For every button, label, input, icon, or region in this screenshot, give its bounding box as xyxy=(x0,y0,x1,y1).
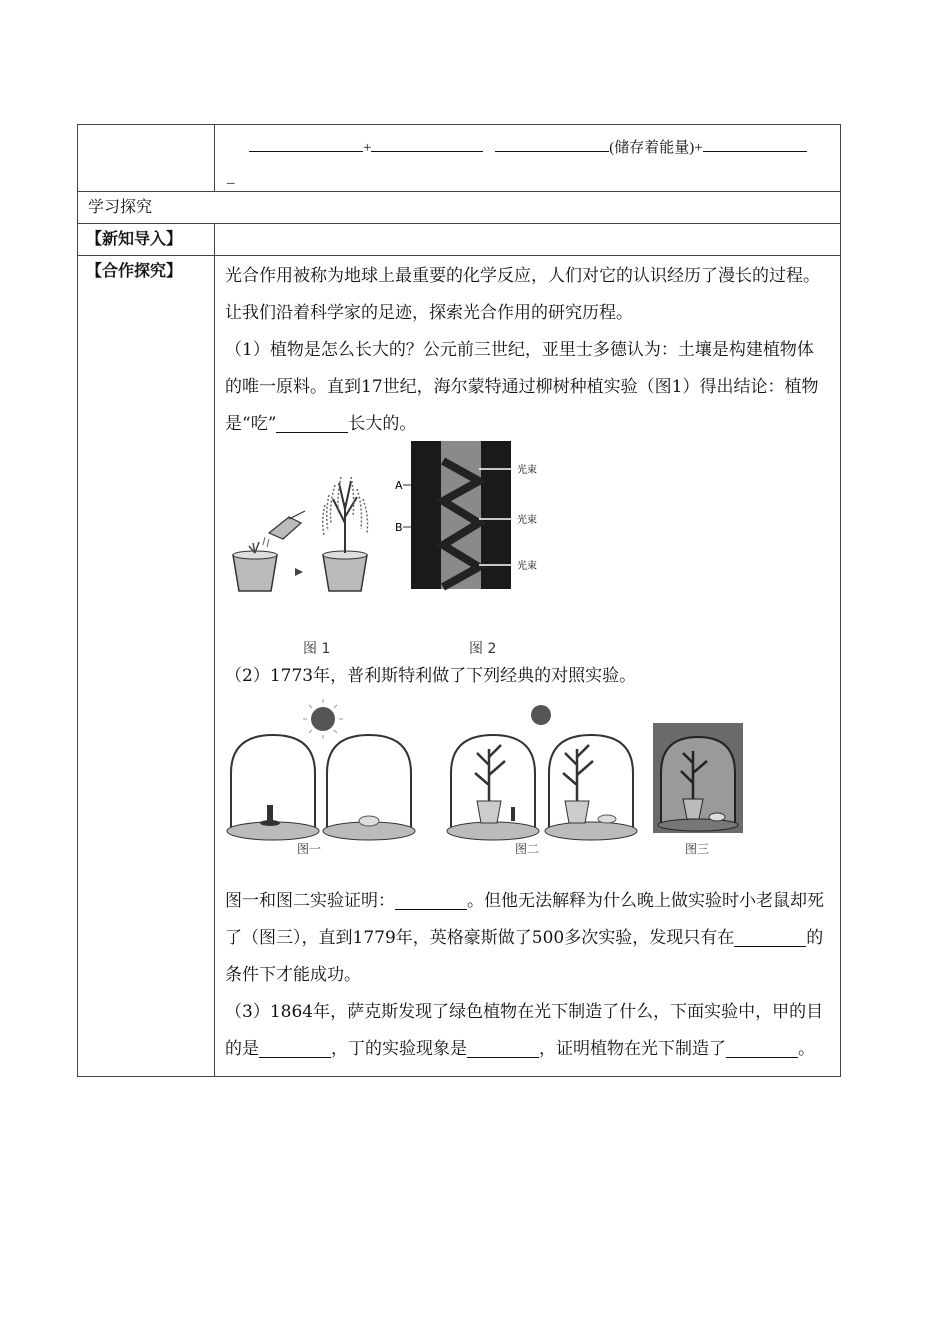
fig2-label-b: B xyxy=(395,521,403,534)
fig2-light-label-1: 光束 xyxy=(517,465,537,476)
formula-energy-text: (储存着能量)+ xyxy=(609,140,703,156)
formula-blank-2[interactable] xyxy=(371,134,483,152)
intro-paragraph: 光合作用被称为地球上最重要的化学反应，人们对它的认识经历了漫长的过程。让我们沿着科学家的足迹，探索光合作用的研究历程。 xyxy=(225,266,820,323)
q2-result-text-a: 图一和图二实验证明： xyxy=(225,891,395,911)
formula-blank-4[interactable] xyxy=(703,134,807,152)
question-1 xyxy=(225,332,830,443)
formula-row xyxy=(78,125,841,192)
question-1-blank[interactable] xyxy=(276,410,348,433)
new-knowledge-label-cell xyxy=(78,224,215,256)
question-3 xyxy=(225,994,830,1068)
formula-blank-1[interactable] xyxy=(249,134,363,152)
new-knowledge-label: 【新知导入】 xyxy=(86,229,183,248)
q3-blank-1[interactable] xyxy=(259,1035,331,1058)
question-2-result xyxy=(225,883,830,994)
question-1-text-end: 长大的。 xyxy=(348,414,417,434)
worksheet-table xyxy=(77,124,841,1077)
q2-blank-1[interactable] xyxy=(395,887,467,910)
cooperation-label: 【合作探究】 xyxy=(86,261,183,280)
priestley-experiment-figure xyxy=(225,695,745,880)
q3-text-a: （3）1864年，萨克斯发现了绿色植物在光下制造了什么，下面实验中，甲的目的是 xyxy=(225,1002,824,1059)
figure-1-caption: 图 1 xyxy=(303,641,331,657)
figure-row-1 xyxy=(225,443,830,658)
fig2-light-label-3: 光束 xyxy=(517,561,537,572)
q3-blank-2[interactable] xyxy=(467,1035,539,1058)
question-1-text: （1）植物是怎么长大的？公元前三世纪，亚里士多德认为：土壤是构建植物体的唯一原料。直到17世纪，海尔蒙特通过柳树种植实验（图1）得出结论：植物是“吃” xyxy=(225,340,819,434)
fig2-label-a: A xyxy=(395,479,403,492)
new-knowledge-row xyxy=(78,224,841,256)
formula-cell xyxy=(215,125,841,192)
q3-text-b: ，丁的实验现象是 xyxy=(331,1039,467,1059)
figure-2-caption: 图 2 xyxy=(469,641,497,657)
q2-result-text-c: 的条件下才能成功。 xyxy=(225,928,824,985)
q3-blank-3[interactable] xyxy=(726,1035,798,1058)
section-row xyxy=(78,192,841,224)
question-2: （2）1773年，普利斯特利做了下列经典的对照实验。 xyxy=(225,666,637,686)
cooperation-label-cell xyxy=(78,256,215,1077)
formula-plus-1: + xyxy=(363,140,372,156)
formula-tail: _ xyxy=(227,170,235,186)
q2-blank-2[interactable] xyxy=(734,924,806,947)
section-title-cell xyxy=(78,192,841,224)
cooperation-content-cell xyxy=(215,256,841,1077)
figure-a-caption: 图一 xyxy=(297,842,322,856)
formula-blank-3[interactable] xyxy=(495,134,609,152)
formula-left-cell xyxy=(78,125,215,192)
algae-light-figure xyxy=(393,441,563,593)
q2-result-text-b: 。但他无法解释为什么晚上做实验时小老鼠却死了（图三），直到1779年，英格豪斯做了500多次实验，发现只有在 xyxy=(225,891,824,948)
new-knowledge-content-cell xyxy=(215,224,841,256)
section-title: 学习探究 xyxy=(88,197,153,216)
fig2-light-label-2: 光束 xyxy=(517,515,537,526)
figure-c-caption: 图三 xyxy=(685,842,710,856)
willow-experiment-figure xyxy=(225,453,395,603)
q3-text-d: 。 xyxy=(798,1039,815,1059)
q3-text-c: ，证明植物在光下制造了 xyxy=(539,1039,726,1059)
cooperation-row xyxy=(78,256,841,1077)
figure-b-caption: 图二 xyxy=(515,842,540,856)
figure-row-2 xyxy=(225,695,830,883)
